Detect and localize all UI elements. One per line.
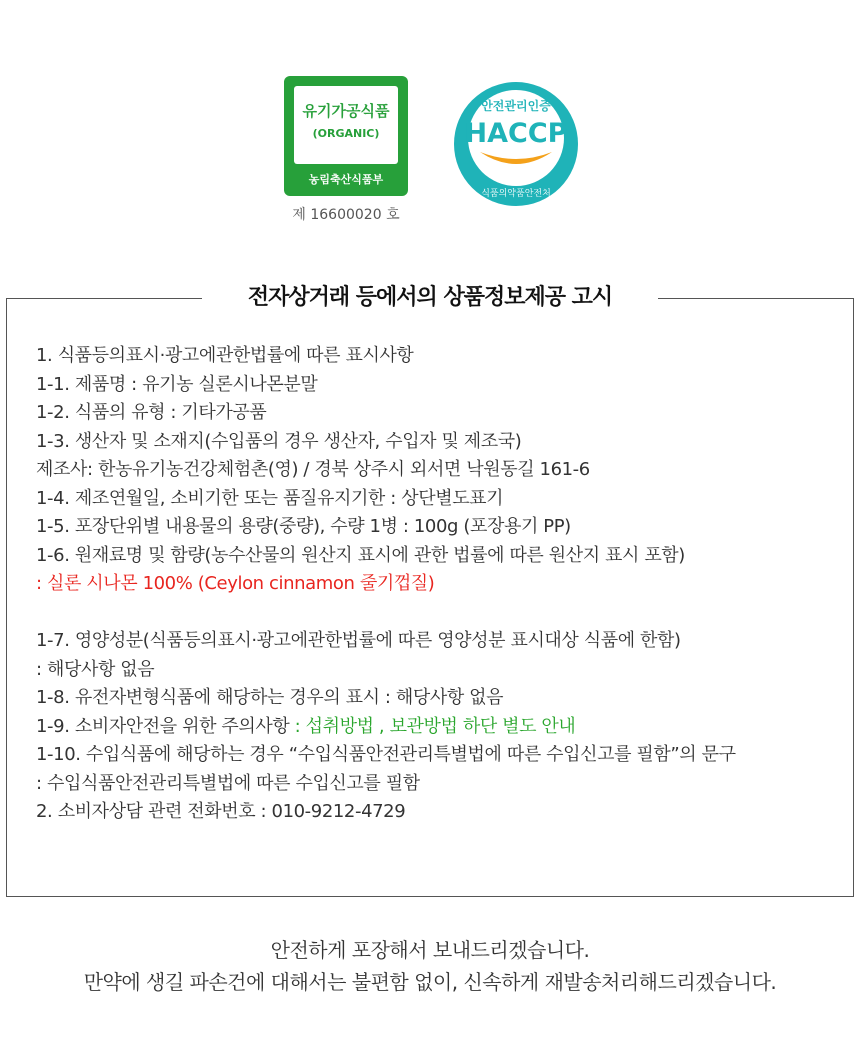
notice-line-text: 1-8. 유전자변형식품에 해당하는 경우의 표시 : 해당사항 없음 bbox=[36, 687, 504, 708]
notice-line bbox=[36, 399, 836, 428]
organic-cert-line3: 농림축산식품부 bbox=[308, 173, 384, 186]
notice-line bbox=[36, 798, 836, 827]
notice-line bbox=[36, 599, 836, 628]
notice-line-text: 1-10. 수입식품에 해당하는 경우 “수입식품안전관리특별법에 따른 수입신고를 필함”의 문구 bbox=[36, 744, 736, 765]
haccp-cert-logo bbox=[452, 80, 580, 208]
notice-line-text: 1-2. 식품의 유형 : 기타가공품 bbox=[36, 402, 267, 423]
notice-line bbox=[36, 456, 836, 485]
notice-line-text: 1-3. 생산자 및 소재지(수입품의 경우 생산자, 수입자 및 제조국) bbox=[36, 430, 522, 452]
notice-line bbox=[36, 627, 836, 656]
notice-line bbox=[36, 513, 836, 542]
organic-cert-line2: (ORGANIC) bbox=[312, 127, 380, 140]
organic-cert-number: 제 16600020 호 bbox=[292, 207, 400, 223]
notice-line-highlight-red: : 실론 시나몬 100% (Ceylon cinnamon 줄기껍질) bbox=[36, 573, 435, 594]
notice-line-text: 1-1. 제품명 : 유기농 실론시나몬분말 bbox=[36, 373, 318, 395]
notice-line-text: 1-7. 영양성분(식품등의표시·광고에관한법률에 따른 영양성분 표시대상 식품에 한함) bbox=[36, 630, 681, 651]
notice-line bbox=[36, 770, 836, 799]
notice-line-text: : 해당사항 없음 bbox=[36, 658, 155, 680]
notice-line-text: : 수입식품안전관리특별법에 따른 수입신고를 필함 bbox=[36, 772, 420, 794]
haccp-top-text: 안전관리인증 bbox=[481, 99, 551, 113]
footer-line-2: 만약에 생길 파손건에 대해서는 불편함 없이, 신속하게 재발송처리해드리겠습니다. bbox=[83, 970, 777, 994]
notice-line-text: 1-6. 원재료명 및 함량(농수산물의 원산지 표시에 관한 법률에 따른 원산지 표시 포함) bbox=[36, 544, 685, 566]
certification-row bbox=[0, 76, 860, 226]
notice-line bbox=[36, 485, 836, 514]
notice-line-text: 1-4. 제조연월일, 소비기한 또는 품질유지기한 : 상단별도표기 bbox=[36, 487, 504, 509]
notice-title: 전자상거래 등에서의 상품정보제공 고시 bbox=[204, 280, 656, 311]
notice-line bbox=[36, 741, 836, 770]
notice-line bbox=[36, 542, 836, 571]
haccp-bottom-text: 식품의약품안전처 bbox=[481, 189, 551, 199]
notice-line bbox=[36, 713, 836, 742]
notice-line bbox=[36, 371, 836, 400]
notice-line bbox=[36, 570, 836, 599]
notice-title-wrap bbox=[0, 280, 860, 312]
notice-line bbox=[36, 428, 836, 457]
notice-line-highlight-green: : 섭취방법 , 보관방법 하단 별도 안내 bbox=[289, 715, 576, 737]
organic-cert-line1: 유기가공식품 bbox=[302, 102, 390, 120]
notice-line bbox=[36, 342, 836, 371]
haccp-main-text: HACCP bbox=[464, 118, 568, 149]
notice-line bbox=[36, 656, 836, 685]
notice-content bbox=[36, 342, 836, 827]
notice-line-text: 2. 소비자상담 관련 전화번호 : 010-9212-4729 bbox=[36, 801, 406, 822]
footer-message bbox=[0, 934, 860, 998]
notice-line bbox=[36, 684, 836, 713]
notice-line-text: 1-9. 소비자안전을 위한 주의사항 bbox=[36, 715, 290, 737]
organic-cert-logo bbox=[284, 76, 408, 196]
notice-line-text: 제조사: 한농유기농건강체험촌(영) / 경북 상주시 외서면 낙원동길 161-6 bbox=[36, 459, 590, 480]
footer-line-1: 안전하게 포장해서 보내드리겠습니다. bbox=[270, 938, 590, 962]
notice-line-text: 1-5. 포장단위별 내용물의 용량(중량), 수량 1병 : 100g (포장용기 PP) bbox=[36, 516, 571, 537]
notice-line-text: 1. 식품등의표시·광고에관한법률에 따른 표시사항 bbox=[36, 345, 414, 366]
